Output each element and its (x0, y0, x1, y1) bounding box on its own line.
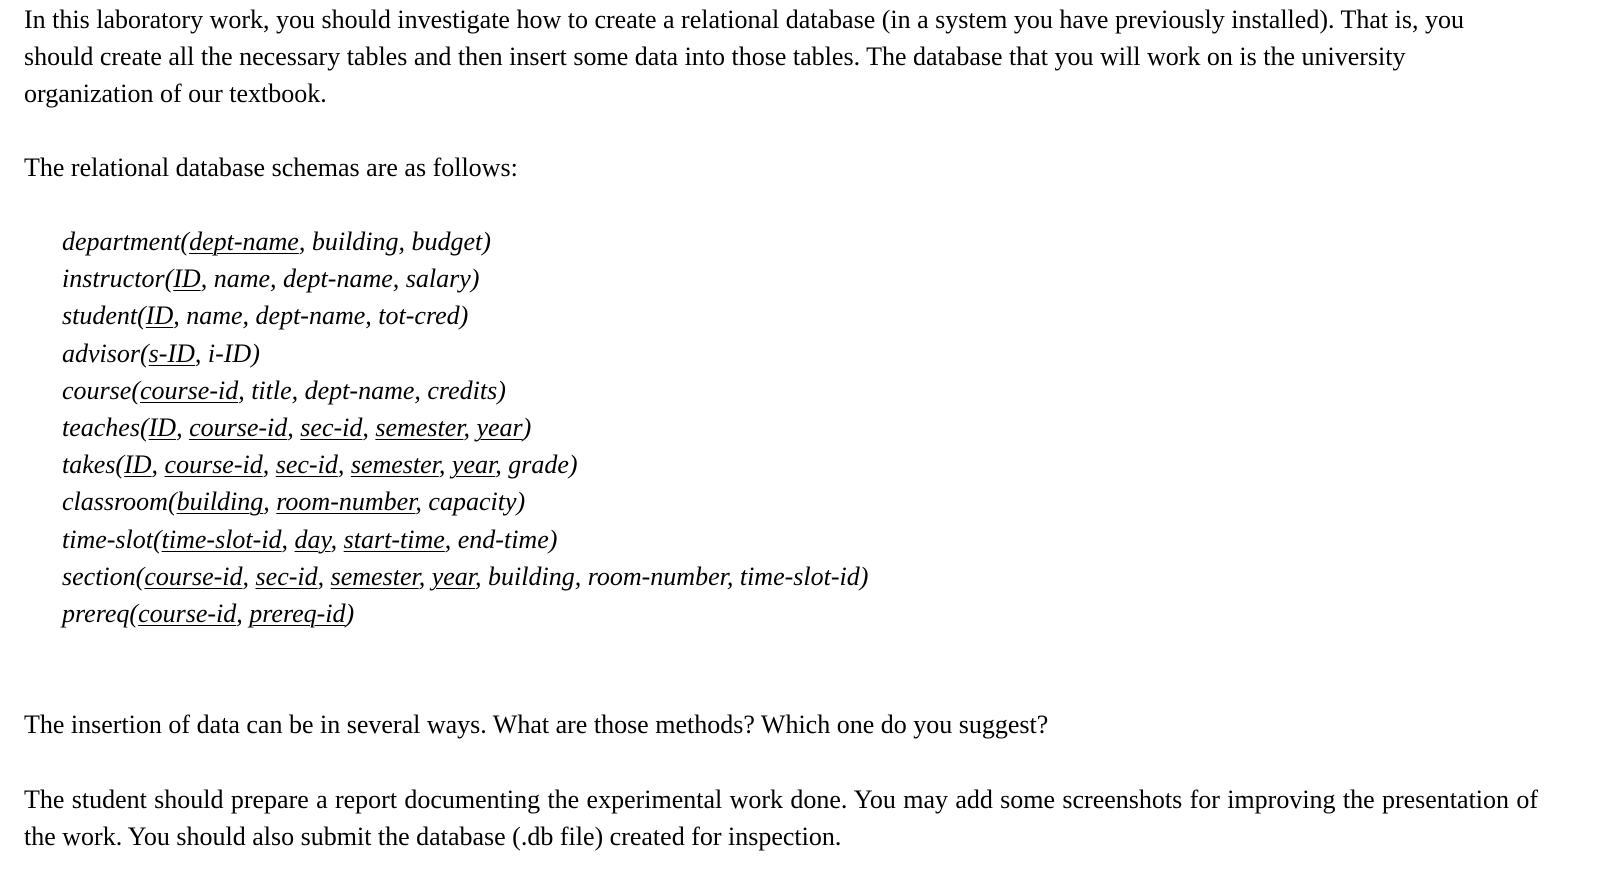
key-attribute: semester (375, 413, 464, 443)
key-attribute: time-slot-id (161, 524, 282, 554)
key-attribute: s-ID (148, 338, 195, 368)
key-attribute: sec-id (255, 561, 318, 591)
schema-prereq: prereq(course-id, prereq-id) (62, 599, 355, 629)
attribute: grade (508, 450, 569, 480)
relation-name: advisor (62, 338, 140, 368)
schema-instructor: instructor(ID, name, dept-name, salary) (62, 264, 480, 294)
attribute: salary (405, 264, 471, 294)
attribute: dept-name (304, 375, 415, 405)
key-attribute: year (476, 413, 523, 443)
attribute: dept-name (255, 301, 366, 331)
schema-advisor: advisor(s-ID, i-ID) (62, 338, 260, 368)
key-attribute: ID (145, 301, 174, 331)
attribute: budget (411, 227, 483, 256)
schema-course: course(course-id, title, dept-name, credits) (62, 375, 506, 405)
key-attribute: semester (350, 450, 439, 480)
key-attribute: sec-id (275, 450, 338, 480)
schema-time-slot: time-slot(time-slot-id, day, start-time, end-time) (62, 524, 558, 554)
key-attribute: course-id (138, 599, 237, 629)
key-attribute: ID (148, 413, 177, 443)
key-attribute: year (431, 561, 476, 591)
attribute: name (213, 264, 271, 294)
attribute: building (311, 227, 399, 256)
key-attribute: ID (124, 450, 152, 480)
relation-name: department (62, 227, 181, 256)
attribute: credits (427, 375, 498, 405)
attribute: capacity (428, 487, 517, 517)
key-attribute: ID (173, 264, 201, 294)
key-attribute: sec-id (300, 413, 363, 443)
key-attribute: semester (330, 561, 419, 591)
schema-teaches: teaches(ID, course-id, sec-id, semester, year) (62, 413, 532, 443)
relation-name: instructor (62, 264, 165, 294)
key-attribute: prereq-id (249, 599, 346, 629)
key-attribute: course-id (189, 413, 288, 443)
schema-department: department(dept-name, building, budget) (62, 227, 491, 256)
relation-name: takes (62, 450, 116, 480)
key-attribute: day (294, 524, 331, 554)
relation-name: time-slot (62, 524, 153, 554)
relation-name: classroom (62, 487, 168, 517)
schema-list (62, 223, 868, 632)
key-attribute: building (176, 487, 264, 517)
attribute: dept-name (283, 264, 393, 294)
attribute: end-time (457, 524, 549, 554)
report-paragraph: The student should prepare a report documenting the experimental work done. You may add some screenshots for improving the presentation of the work. You should also submit the database (.db file) created for inspection. (24, 785, 1538, 851)
schema-classroom: classroom(building, room-number, capacity) (62, 487, 526, 517)
schema-section: section(course-id, sec-id, semester, year, building, room-number, time-slot-id) (62, 561, 869, 591)
attribute: name (186, 301, 243, 331)
key-attribute: course-id (144, 561, 243, 591)
relation-name: course (62, 375, 132, 405)
question-paragraph: The insertion of data can be in several ways. What are those methods? Which one do you suggest? (24, 710, 1049, 739)
key-attribute: start-time (343, 524, 445, 554)
attribute: tot-cred (378, 301, 460, 331)
attribute: room-number (587, 561, 727, 591)
schemas-intro-text: The relational database schemas are as follows: (24, 153, 518, 182)
relation-name: teaches (62, 413, 140, 443)
attribute: title (251, 375, 292, 405)
key-attribute: room-number (276, 487, 416, 517)
key-attribute: dept-name (189, 227, 299, 256)
relation-name: student (62, 301, 138, 331)
schema-takes: takes(ID, course-id, sec-id, semester, year, grade) (62, 450, 578, 480)
relation-name: section (62, 561, 136, 591)
intro-paragraph: In this laboratory work, you should investigate how to create a relational database (in a system you have previously installed). That is, you should create all the necessary tables and then insert some data into those tables. The database that you will work on is the university organization of our textbook. (24, 5, 1464, 108)
relation-name: prereq (62, 599, 130, 629)
schema-student: student(ID, name, dept-name, tot-cred) (62, 301, 469, 331)
key-attribute: course-id (140, 375, 239, 405)
attribute: i-ID (207, 338, 252, 368)
attribute: building (488, 561, 575, 591)
key-attribute: course-id (164, 450, 263, 480)
attribute: time-slot-id (739, 561, 860, 591)
key-attribute: year (451, 450, 496, 480)
